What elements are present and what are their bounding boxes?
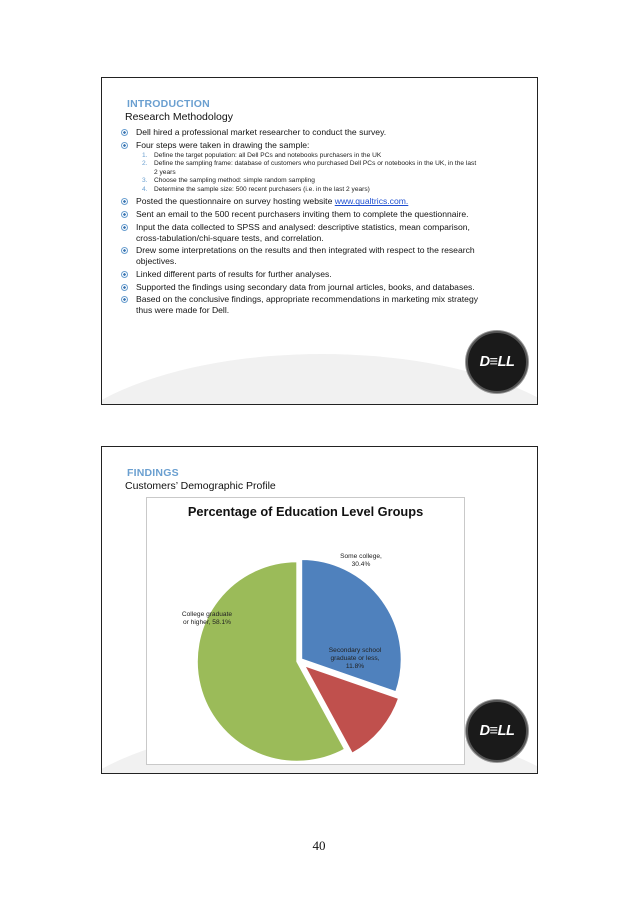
bullet-item — [121, 294, 481, 316]
sampling-step — [142, 160, 481, 177]
bullet-icon — [121, 211, 128, 218]
slice-label: Some college, 30.4% — [340, 553, 382, 568]
bullet-icon — [121, 198, 128, 205]
slide-heading: INTRODUCTION — [127, 98, 210, 110]
step-number: 2. — [142, 160, 148, 168]
qualtrics-link[interactable]: www.qualtrics.com. — [334, 196, 409, 207]
sampling-step — [142, 152, 481, 161]
bullet-icon — [121, 142, 128, 149]
step-text: Define the target population: all Dell PCs and notebooks purchasers in the UK — [154, 151, 382, 159]
bullet-icon — [121, 284, 128, 291]
bullet-item — [121, 269, 481, 280]
bullet-text: Based on the conclusive findings, appropriate recommendations in marketing mix strategy thus were made for Dell. — [136, 294, 479, 316]
slice-label: College graduate or higher, 58.1% — [181, 611, 233, 626]
slide-introduction — [101, 77, 538, 405]
bullet-text: Input the data collected to SPSS and analysed: descriptive statistics, mean comparison, cross-tabulation/chi-square tests, and correlation. — [136, 221, 470, 243]
bullet-text: Drew some interpretations on the results and then integrated with respect to the research objectives. — [136, 245, 475, 267]
step-number: 1. — [142, 151, 148, 159]
bullet-list — [121, 127, 481, 318]
bullet-icon — [121, 224, 128, 231]
dell-logo — [466, 331, 528, 393]
step-text: Define the sampling frame: database of customers who purchased Dell PCs or notebooks in the UK, in the last 2 years — [154, 160, 477, 176]
chart-title: Percentage of Education Level Groups — [187, 504, 424, 519]
slide-subheading: Research Methodology — [125, 111, 233, 123]
dell-logo-text: D≡LL — [479, 723, 515, 739]
sampling-step — [142, 177, 481, 186]
dell-logo-text: D≡LL — [479, 354, 515, 370]
step-number: 3. — [142, 177, 148, 185]
bullet-text: Linked different parts of results for further analyses. — [136, 269, 332, 279]
slide-heading: FINDINGS — [127, 467, 179, 479]
bullet-icon — [121, 247, 128, 254]
bullet-text: Dell hired a professional market researcher to conduct the survey. — [136, 127, 387, 137]
pie-chart-svg — [147, 498, 464, 764]
sampling-steps-list — [142, 152, 481, 195]
step-text: Choose the sampling method: simple random sampling — [154, 177, 315, 185]
bullet-text: Posted the questionnaire on survey hosting website — [136, 196, 335, 207]
bullet-item — [121, 282, 481, 293]
page-number: 40 — [312, 838, 326, 853]
bullet-item — [121, 196, 481, 207]
bullet-icon — [121, 129, 128, 136]
dell-logo — [466, 700, 528, 762]
bullet-text: Four steps were taken in drawing the sample: — [136, 139, 310, 150]
slide-subheading: Customers’ Demographic Profile — [125, 480, 276, 492]
step-text: Determine the sample size: 500 recent purchasers (i.e. in the last 2 years) — [154, 185, 370, 193]
bullet-item — [121, 209, 481, 220]
bullet-text: Sent an email to the 500 recent purchasers inviting them to complete the questionnaire. — [136, 209, 469, 220]
bullet-item — [121, 140, 481, 195]
sampling-step — [142, 186, 481, 195]
bullet-item — [121, 127, 481, 138]
bullet-text: Supported the findings using secondary data from journal articles, books, and databases. — [136, 281, 475, 292]
slide-findings — [101, 446, 538, 774]
bullet-item — [121, 222, 481, 244]
slice-label: Secondary school graduate or less, 11.8% — [328, 647, 382, 670]
bullet-item — [121, 245, 481, 267]
bullet-icon — [121, 296, 128, 303]
step-number: 4. — [142, 185, 148, 193]
pie-chart — [146, 497, 465, 765]
bullet-icon — [121, 271, 128, 278]
